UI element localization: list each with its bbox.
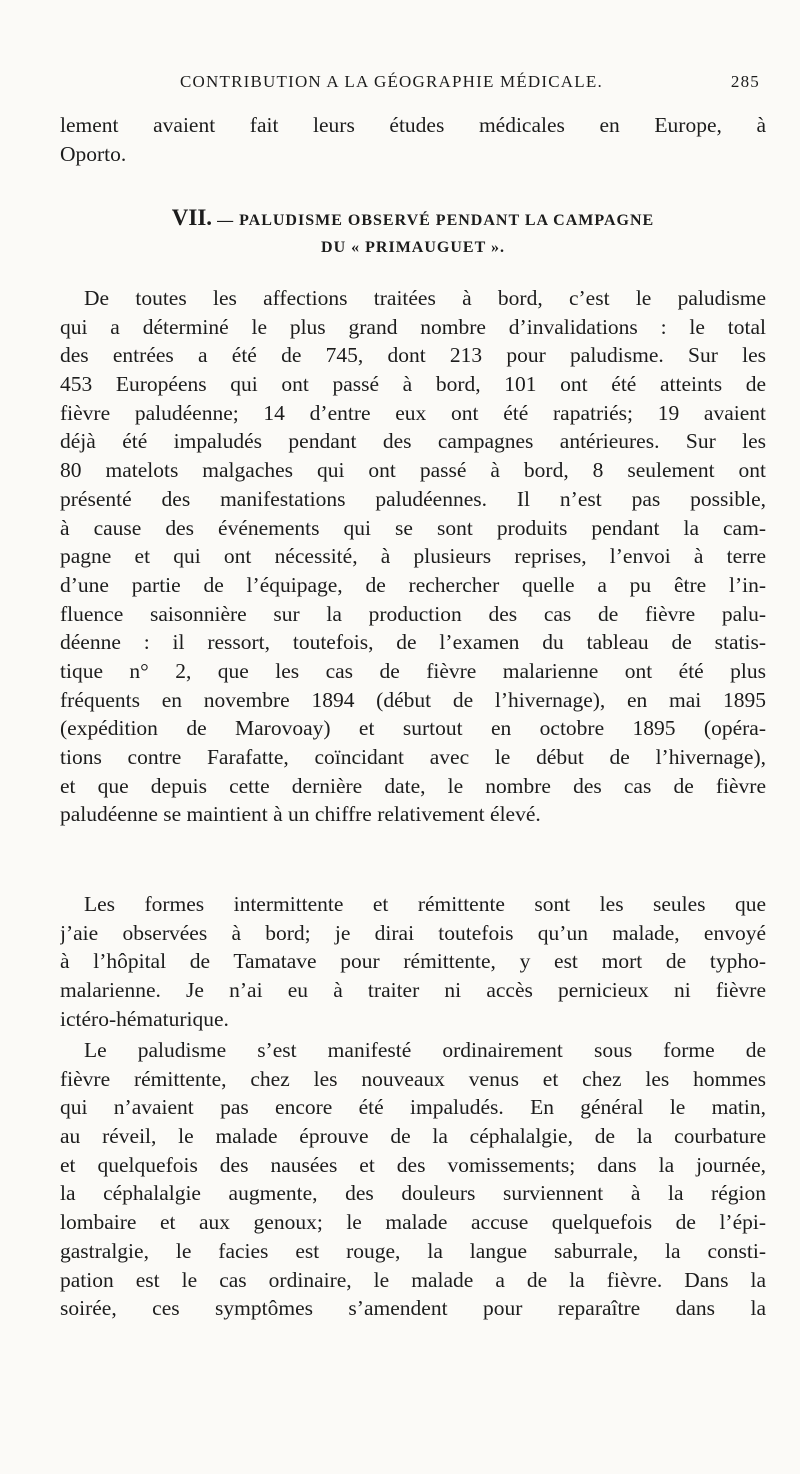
text-line: gastralgie, le facies est rouge, la langue saburrale, la consti- xyxy=(60,1238,766,1263)
text-line: soirée, ces symptômes s’amendent pour reparaître dans la xyxy=(60,1296,766,1321)
text-line: tique n° 2, que les cas de fièvre malarienne ont été plus xyxy=(60,658,766,683)
text-line: et quelquefois des nausées et des vomissements; dans la journée, xyxy=(60,1152,766,1177)
text-line: présenté des manifestations paludéennes. Il n’est pas possible, xyxy=(60,486,766,511)
text-line: déjà été impaludés pendant des campagnes antérieures. Sur les xyxy=(60,429,766,454)
text-line: d’une partie de l’équipage, de rechercher quelle a pu être l’in- xyxy=(60,572,766,597)
text-line: et que depuis cette dernière date, le nombre des cas de fièvre xyxy=(60,773,766,798)
text-line: fièvre rémittente, chez les nouveaux venus et chez les hommes xyxy=(60,1066,766,1091)
text-line: fréquents en novembre 1894 (début de l’hivernage), en mai 1895 xyxy=(60,687,766,712)
text-line: Les formes intermittente et rémittente sont les seules que xyxy=(84,892,766,916)
running-head xyxy=(60,72,760,98)
page-number: 285 xyxy=(730,72,760,91)
text-line: fluence saisonnière sur la production des cas de fièvre palu- xyxy=(60,601,766,626)
text-line: à l’hôpital de Tamatave pour rémittente, y est mort de typho- xyxy=(60,949,766,974)
text-line: 453 Européens qui ont passé à bord, 101 ont été atteints de xyxy=(60,372,766,397)
text-line: pation est le cas ordinaire, le malade a de la fièvre. Dans la xyxy=(60,1267,766,1292)
text-line: 80 matelots malgaches qui ont passé à bord, 8 seulement ont xyxy=(60,458,766,483)
text-line: (expédition de Marovoay) et surtout en octobre 1895 (opéra- xyxy=(60,716,766,741)
text-line: malarienne. Je n’ai eu à traiter ni accès pernicieux ni fièvre xyxy=(60,978,766,1003)
text-line: Oporto. xyxy=(60,141,127,166)
text-line: pagne et qui ont nécessité, à plusieurs reprises, l’envoi à terre xyxy=(60,544,766,569)
opening-text xyxy=(60,111,766,168)
paragraph-1 xyxy=(60,284,766,829)
text-line: Le paludisme s’est manifesté ordinairement sous forme de xyxy=(84,1038,766,1062)
text-line: ictéro-hématurique. xyxy=(60,1006,229,1031)
text-line: au réveil, le malade éprouve de la céphalalgie, de la courbature xyxy=(60,1124,766,1149)
section-number: VII. xyxy=(171,205,213,230)
running-title: CONTRIBUTION A LA GÉOGRAPHIE MÉDICALE. xyxy=(180,72,603,91)
paragraph-3 xyxy=(60,1036,766,1323)
text-line: fièvre paludéenne; 14 d’entre eux ont été rapatriés; 19 avaient xyxy=(60,400,766,425)
text-line: qui n’avaient pas encore été impaludés. En général le matin, xyxy=(60,1095,766,1120)
section-heading xyxy=(60,203,766,263)
text-line: tions contre Farafatte, coïncidant avec le début de l’hivernage), xyxy=(60,745,766,769)
section-heading-line-1 xyxy=(60,203,766,233)
text-line: lombaire et aux genoux; le malade accuse quelquefois de l’épi- xyxy=(60,1210,766,1235)
text-line: paludéenne se maintient à un chiffre relativement élevé. xyxy=(60,802,541,827)
text-line: lement avaient fait leurs études médicales en Europe, à xyxy=(60,113,766,137)
text-line: à cause des événements qui se sont produits pendant la cam- xyxy=(60,515,766,540)
text-line: j’aie observées à bord; je dirai toutefois qu’un malade, envoyé xyxy=(60,920,766,945)
paragraph-2 xyxy=(60,890,766,1033)
text-line: qui a déterminé le plus grand nombre d’invalidations : le total xyxy=(60,314,766,339)
text-line: déenne : il ressort, toutefois, de l’examen du tableau de statis- xyxy=(60,630,766,655)
section-title-part-2: DU « PRIMAUGUET ». xyxy=(321,239,505,256)
text-line: des entrées a été de 745, dont 213 pour paludisme. Sur les xyxy=(60,343,766,368)
text-line: la céphalalgie augmente, des douleurs surviennent à la région xyxy=(60,1181,766,1206)
section-title-part-1: — PALUDISME OBSERVÉ PENDANT LA CAMPAGNE xyxy=(217,212,655,229)
text-line: De toutes les affections traitées à bord, c’est le paludisme xyxy=(84,286,766,310)
